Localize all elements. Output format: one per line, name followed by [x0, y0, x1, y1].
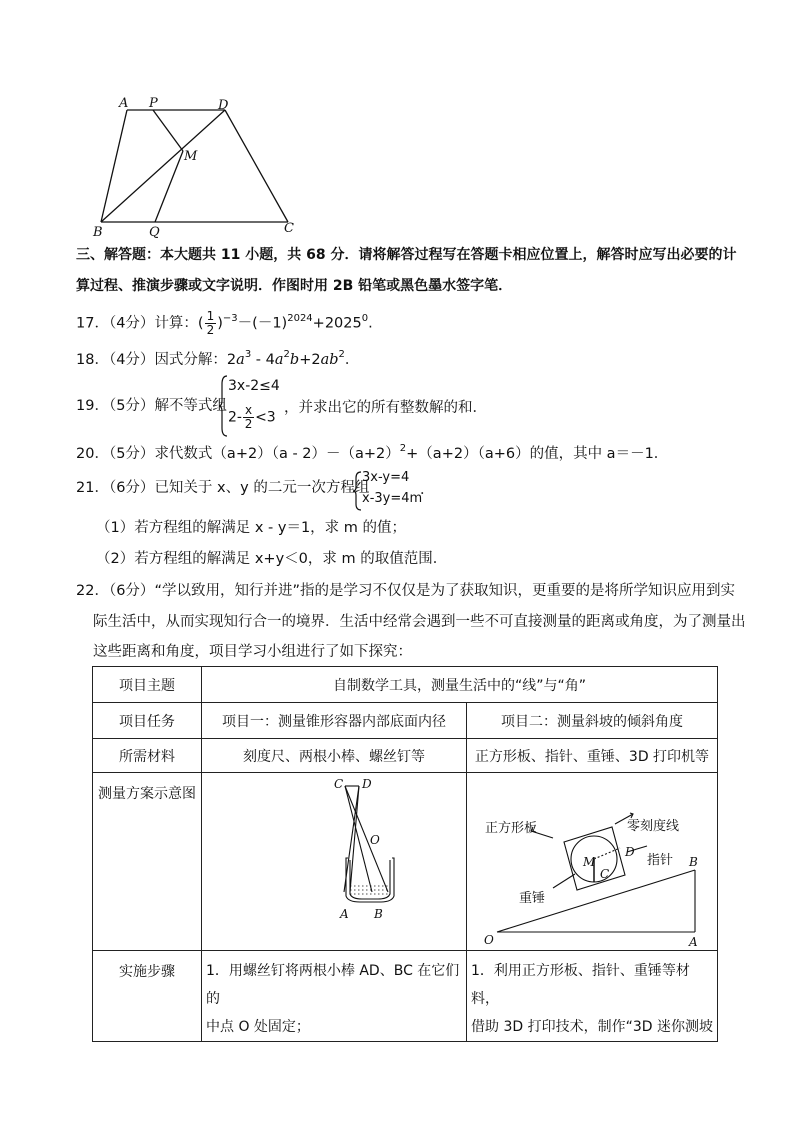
- table-head-diagram: 测量方案示意图: [93, 773, 202, 951]
- table-head-task: 项目任务: [93, 703, 202, 739]
- fig1-label-A: A: [340, 906, 349, 921]
- label-D: D: [218, 98, 229, 113]
- q18-text: 因式分解：2: [154, 352, 237, 368]
- table-steps-b: [467, 951, 718, 1042]
- question-18: 18．（4分）因式分解：$2a^3 - 4a^2b+2ab^2$．: [76, 349, 360, 368]
- q19-score: （5分）: [108, 398, 155, 414]
- table-row: [93, 773, 718, 951]
- q21-sub1: （1）若方程组的解满足 x - y＝1，求 m 的值；: [96, 520, 407, 536]
- fig1-label-C: C: [334, 776, 344, 791]
- trapezoid-figure: [88, 94, 308, 239]
- table-materials-b: 正方形板、指针、重锤、3D 打印机等: [467, 739, 718, 773]
- section-heading-line1: 三、解答题：本大题共 11 小题，共 68 分．请将解答过程写在答题卡相应位置上，解答时应写出必要的计: [76, 247, 737, 263]
- q21-score: （6分）: [108, 480, 155, 496]
- q19-text: 解不等式组: [154, 398, 227, 414]
- q20-score: （5分）: [108, 446, 155, 462]
- steps-b-line1: 1．利用正方形板、指针、重锤等材料，: [471, 963, 690, 1007]
- q20-text: 求代数式（a+2）（a - 2）－（a+2）: [154, 446, 400, 462]
- cone-measure-figure: [202, 774, 466, 950]
- fig2-label-M: M: [583, 854, 596, 869]
- table-task-a: 项目一：测量锥形容器内部底面内径: [202, 703, 467, 739]
- table-head-theme: 项目主题: [93, 667, 202, 703]
- q22-number: 22．: [76, 583, 109, 599]
- fig1-label-B: B: [374, 906, 383, 921]
- q17-exp3: 0: [361, 312, 369, 324]
- question-20: 20．（5分）求代数式$(a+2)(a - 2)-(a+2)^2+(a+2)(a+6)$的值，其中 a＝－1．: [76, 443, 669, 462]
- steps-b-line2: 借助 3D 打印技术，制作“3D 迷你测坡: [471, 1019, 713, 1035]
- question-22-line3: 这些距离和角度，项目学习小组进行了如下探究：: [93, 644, 412, 660]
- table-row: [93, 667, 718, 703]
- q19-tail: ，并求出它的所有整数解的和．: [284, 400, 487, 416]
- question-22-line2: 际生活中，从而实现知行合一的境界．生活中经常会遇到一些不可直接测量的距离或角度，为了测量出: [93, 614, 746, 630]
- table-head-materials: 所需材料: [93, 739, 202, 773]
- fig2-label-C: C: [600, 866, 610, 881]
- steps-a-line2: 中点 O 处固定；: [206, 1019, 310, 1035]
- q17-end: .: [368, 315, 373, 332]
- q17-exp2: 2024: [287, 312, 313, 324]
- q21-sub2: （2）若方程组的解满足 x+y＜0，求 m 的取值范围．: [96, 551, 448, 567]
- fig2-label-weight: 重锤: [519, 890, 546, 906]
- q17-score: （4分）: [108, 315, 155, 332]
- table-materials-a: 刻度尺、两根小棒、螺丝钉等: [202, 739, 467, 773]
- section-heading-line2: 算过程、推演步骤或文字说明．作图时用 2B 铅笔或黑色墨水签字笔．: [76, 278, 513, 294]
- q21-eq2: x-3y=4m: [362, 491, 423, 506]
- fig2-label-A: A: [689, 934, 698, 949]
- q21-text: 已知关于 x、y 的二元一次方程组: [154, 480, 370, 496]
- fig2-label-O: O: [484, 932, 494, 947]
- q19-ineq1: 3x-2≤4: [228, 378, 280, 394]
- q17-fraction: $\frac{1}{2}$: [206, 309, 215, 337]
- q17-plus: +2025: [312, 315, 362, 332]
- q17-exp1: −3: [222, 312, 238, 324]
- fig2-label-D: D: [625, 844, 635, 859]
- question-22-line1: [76, 581, 736, 601]
- table-row: [93, 951, 718, 1042]
- q20-text2: +（a+2）（a+6）的值，其中 a＝－1．: [406, 446, 669, 462]
- project-table: [92, 666, 718, 1042]
- slope-measure-figure: [467, 774, 717, 950]
- fig2-label-B: B: [689, 854, 698, 869]
- label-A: A: [119, 96, 129, 111]
- fig1-label-O: O: [370, 832, 380, 847]
- q21-number: 21．: [76, 480, 109, 496]
- q17-number: 17．: [76, 315, 109, 332]
- q22-text1: “学以致用，知行并进”指的是学习不仅仅是为了获取知识，更重要的是将所学知识应用到实: [154, 583, 735, 599]
- table-head-steps: 实施步骤: [93, 951, 202, 1042]
- table-row: [93, 739, 718, 773]
- q19-number: 19．: [76, 398, 109, 414]
- label-Q: Q: [149, 225, 160, 239]
- table-diagram-a: [202, 773, 467, 951]
- label-C: C: [284, 221, 294, 236]
- q18-number: 18．: [76, 352, 109, 368]
- label-M: M: [184, 149, 198, 164]
- fig2-label-square-board: 正方形板: [485, 820, 538, 836]
- steps-a-line1: 1．用螺丝钉将两根小棒 AD、BC 在它们的: [206, 963, 460, 1007]
- table-diagram-b: [467, 773, 718, 951]
- q18-score: （4分）: [108, 352, 155, 368]
- q17-mid: －(－1): [237, 315, 288, 332]
- q21-eq1: 3x-y=4: [362, 470, 410, 485]
- fig1-label-D: D: [362, 776, 372, 791]
- q17-prefix: 计算：(: [154, 315, 204, 332]
- question-17: 17．（4分）计算：( $\frac{1}{2}$ )$^{-3}-(-1)^{2024}+2025^0$.: [76, 309, 373, 337]
- fig2-label-pointer: 指针: [647, 852, 674, 868]
- table-task-b: 项目二：测量斜坡的倾斜角度: [467, 703, 718, 739]
- table-steps-a: [202, 951, 467, 1042]
- table-row: [93, 703, 718, 739]
- fig2-label-zero-line: 零刻度线: [627, 818, 680, 834]
- q21-end: ．: [420, 482, 435, 498]
- table-theme-value: 自制数学工具，测量生活中的“线”与“角”: [202, 667, 718, 703]
- q19-brace: [218, 374, 228, 438]
- label-B: B: [93, 225, 103, 239]
- q21-brace: [352, 470, 362, 512]
- q20-number: 20．: [76, 446, 109, 462]
- label-P: P: [149, 96, 158, 111]
- q19-ineq2: 2- $\frac{x}{2}$ <3: [228, 403, 276, 431]
- q22-score: （6分）: [108, 583, 155, 599]
